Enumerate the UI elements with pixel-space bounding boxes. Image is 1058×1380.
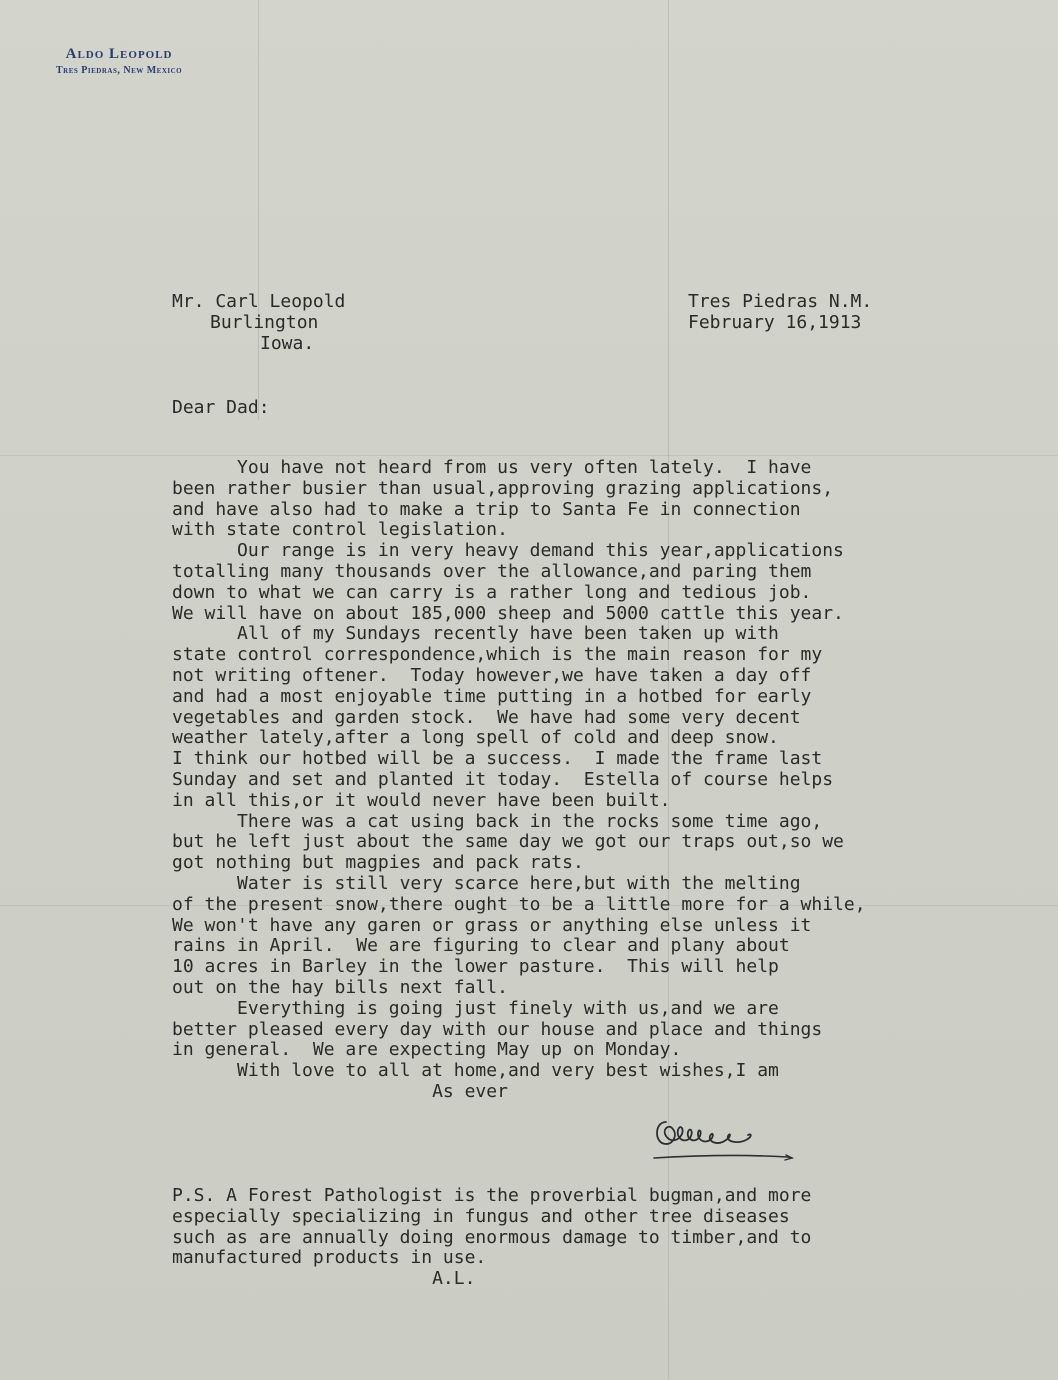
body-line: There was a cat using back in the rocks some time ago, xyxy=(172,810,823,832)
body-line: and have also had to make a trip to Santa Fe in connection xyxy=(172,498,801,520)
fold-crease-vertical-left xyxy=(258,0,259,420)
body-line: but he left just about the same day we got our traps out,so we xyxy=(172,831,844,853)
body-line: You have not heard from us very often lately. I have xyxy=(172,457,812,478)
body-line: vegetables and garden stock. We have had some very decent xyxy=(172,706,801,728)
postscript-line: especially specializing in fungus and other tree diseases xyxy=(172,1205,790,1227)
letter-date: February 16,1913 xyxy=(688,312,862,333)
fold-crease-horizontal xyxy=(0,455,1058,456)
body-line: totalling many thousands over the allowance,and paring them xyxy=(172,560,812,582)
letter-body xyxy=(172,458,866,1103)
body-line: Our range is in very heavy demand this year,applications xyxy=(172,540,844,562)
body-line: All of my Sundays recently have been taken up with xyxy=(172,623,779,645)
letterhead-place: Tres Piedras, New Mexico xyxy=(56,65,183,76)
body-line: Everything is going just finely with us,and we are xyxy=(172,997,779,1019)
body-line: got nothing but magpies and pack rats. xyxy=(172,852,584,874)
postscript-line: A.L. xyxy=(172,1268,476,1290)
body-line: out on the hay bills next fall. xyxy=(172,976,508,998)
body-line: been rather busier than usual,approving grazing applications, xyxy=(172,477,834,499)
body-line: of the present snow,there ought to be a little more for a while, xyxy=(172,893,866,915)
body-line: 10 acres in Barley in the lower pasture. This will help xyxy=(172,956,779,978)
body-line: down to what we can carry is a rather long and tedious job. xyxy=(172,581,812,603)
handwritten-signature xyxy=(648,1108,798,1168)
recipient-city: Burlington xyxy=(210,312,319,333)
body-line: We will have on about 185,000 sheep and 5000 cattle this year. xyxy=(172,602,844,624)
body-line: We won't have any garen or grass or anything else unless it xyxy=(172,914,812,936)
letterhead xyxy=(56,46,182,76)
body-line: Water is still very scarce here,but with the melting xyxy=(172,872,801,894)
recipient-name: Mr. Carl Leopold xyxy=(172,291,346,312)
body-line: Sunday and set and planted it today. Estella of course helps xyxy=(172,768,834,790)
body-line: and had a most enjoyable time putting in a hotbed for early xyxy=(172,685,812,707)
body-line: in general. We are expecting May up on Monday. xyxy=(172,1039,682,1061)
body-line: not writing oftener. Today however,we have taken a day off xyxy=(172,664,812,686)
body-line: weather lately,after a long spell of cold and deep snow. xyxy=(172,727,779,749)
body-line: state control correspondence,which is the main reason for my xyxy=(172,644,823,666)
salutation: Dear Dad: xyxy=(172,397,270,418)
body-line: with state control legislation. xyxy=(172,519,508,541)
postscript-line: such as are annually doing enormous damage to timber,and to xyxy=(172,1226,812,1248)
body-line: better pleased every day with our house and place and things xyxy=(172,1018,823,1040)
postscript xyxy=(172,1186,811,1290)
postscript-line: P.S. A Forest Pathologist is the proverbial bugman,and more xyxy=(172,1185,812,1206)
body-line: in all this,or it would never have been built. xyxy=(172,789,671,811)
body-line: As ever xyxy=(172,1080,508,1102)
letterhead-name: Aldo Leopold xyxy=(65,46,173,62)
recipient-state: Iowa. xyxy=(260,333,315,354)
body-line: I think our hotbed will be a success. I made the frame last xyxy=(172,748,823,770)
sender-place: Tres Piedras N.M. xyxy=(688,291,873,312)
postscript-line: manufactured products in use. xyxy=(172,1247,487,1269)
body-line: rains in April. We are figuring to clear and plany about xyxy=(172,935,790,957)
body-line: With love to all at home,and very best wishes,I am xyxy=(172,1060,779,1082)
